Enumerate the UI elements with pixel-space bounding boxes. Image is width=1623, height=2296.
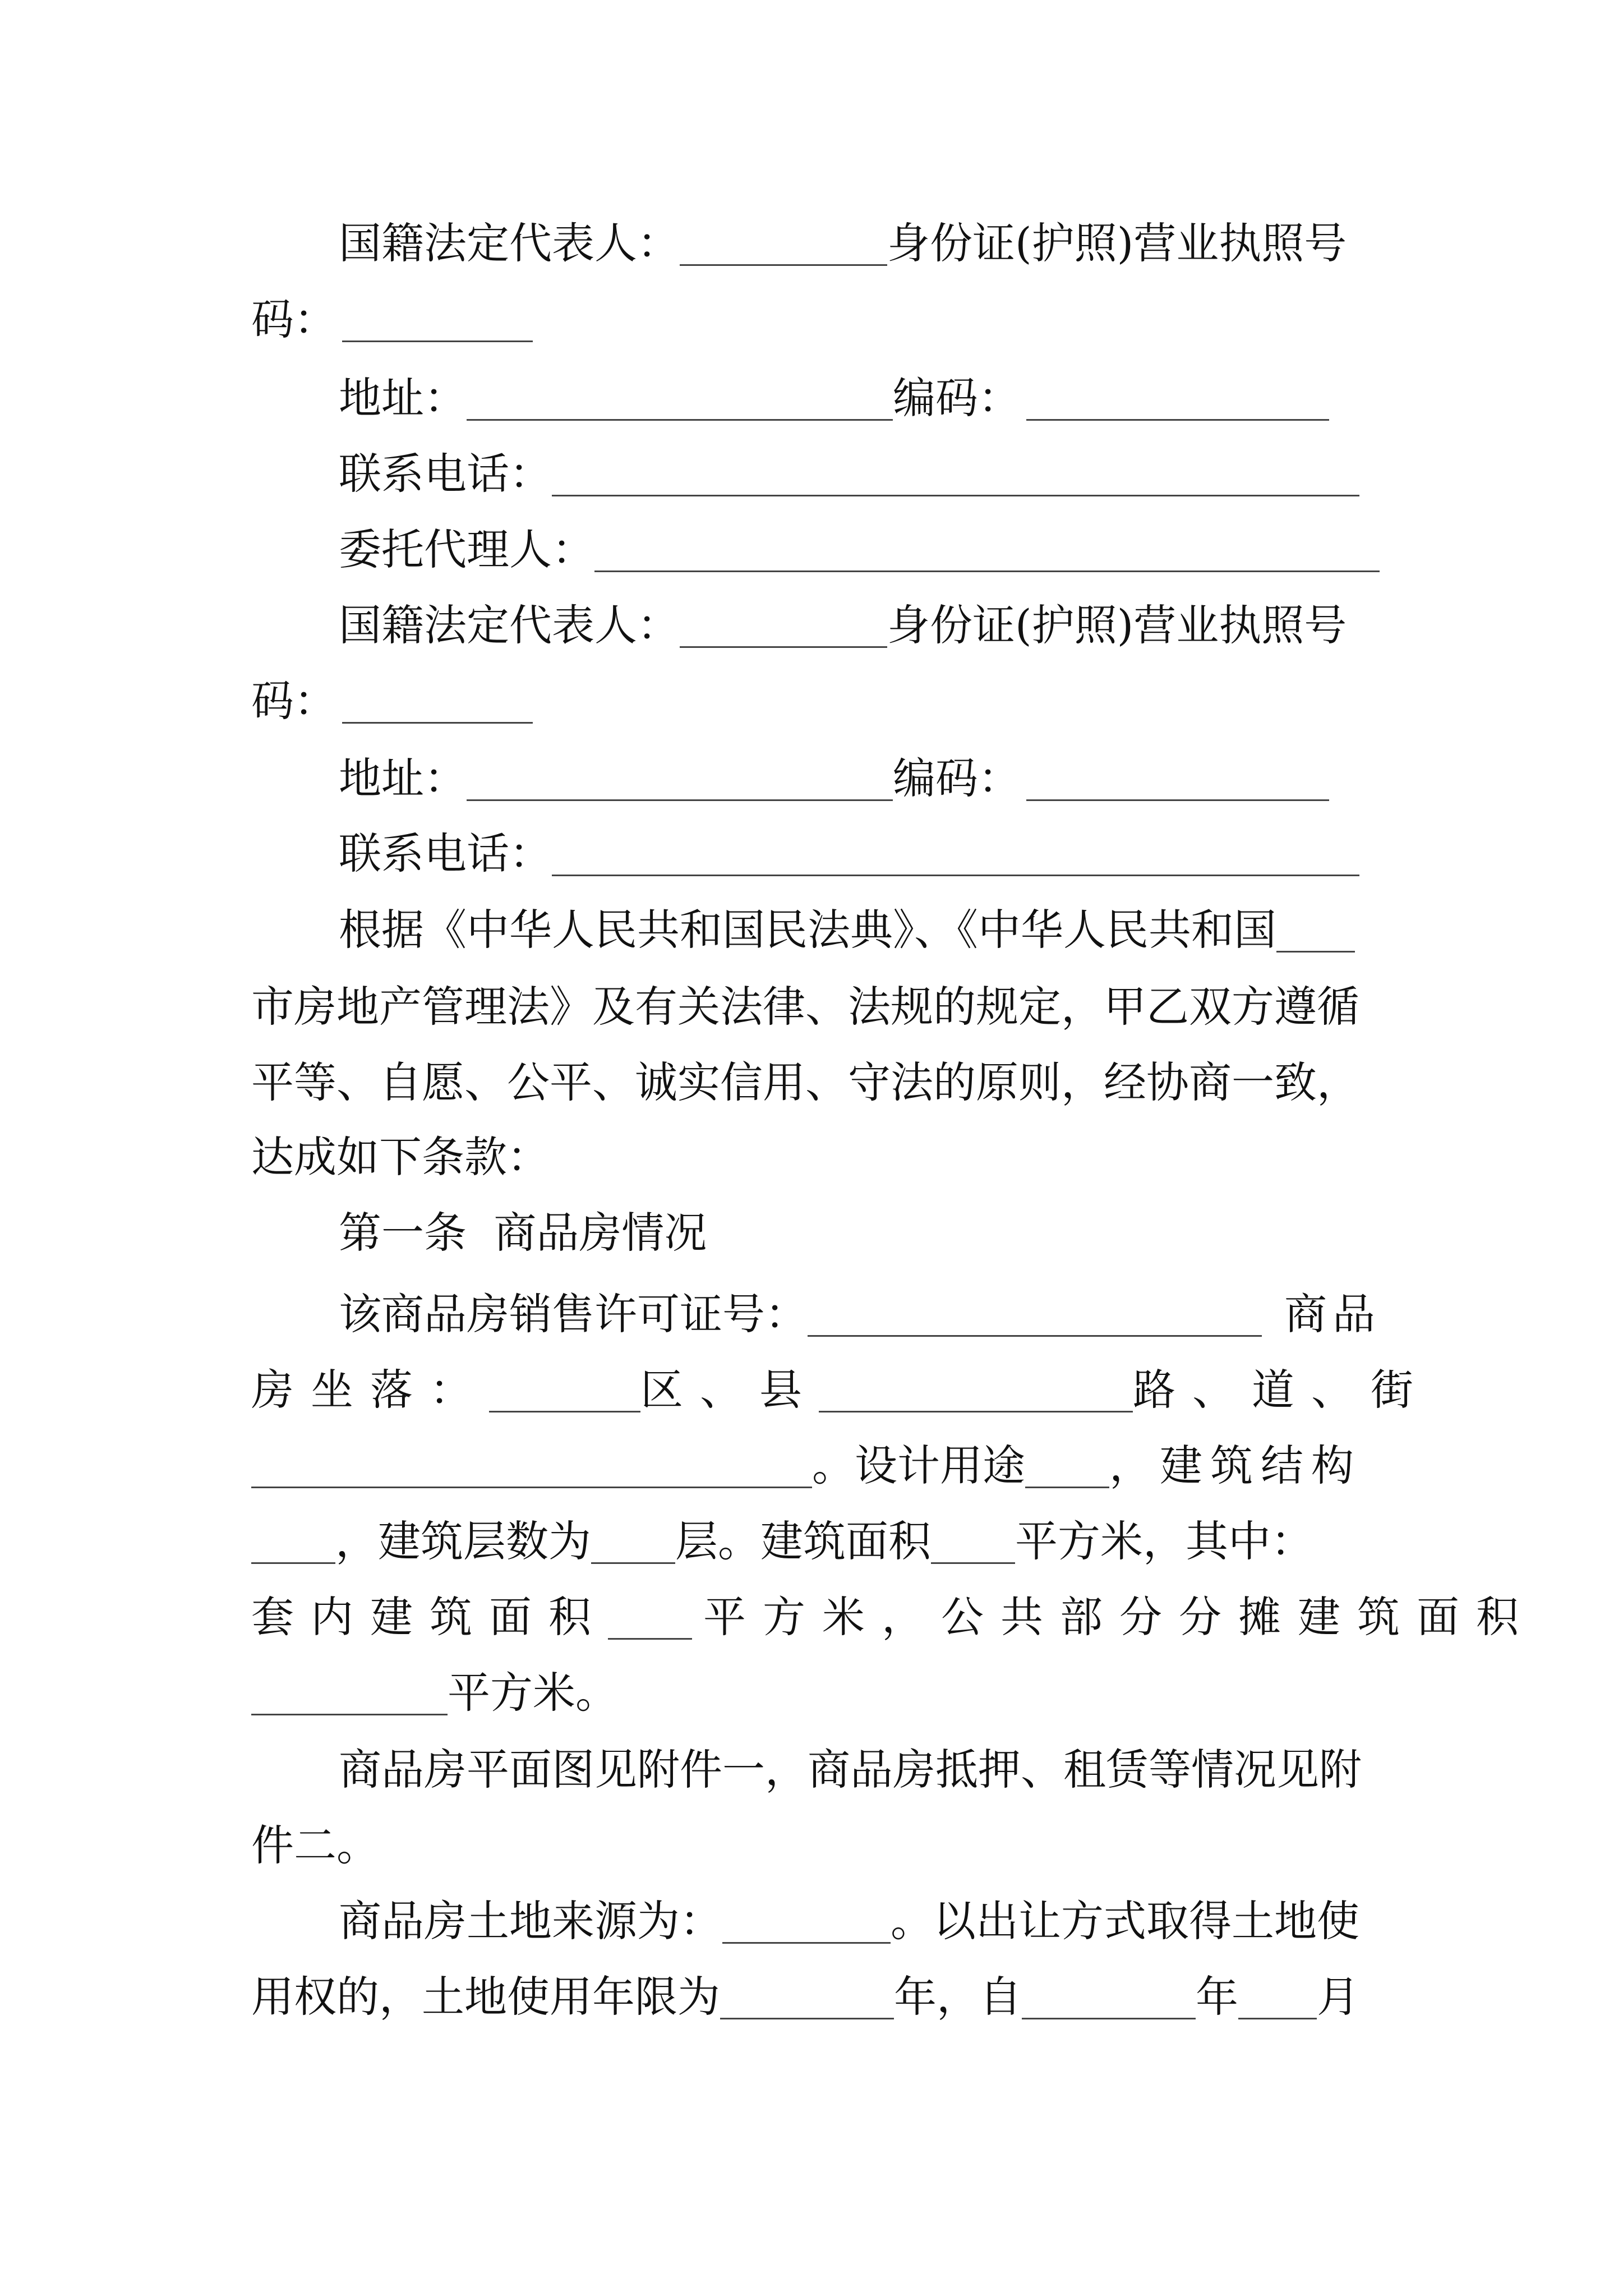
line-address-2	[339, 745, 1395, 812]
line-inner-area	[251, 1584, 1536, 1651]
line-land-term	[251, 1963, 1395, 2031]
blank-sales-permit[interactable]	[808, 1269, 1262, 1337]
article-1-heading	[339, 1199, 1395, 1267]
article-1-title: 第一条 商品房情况	[339, 1208, 707, 1258]
label-land-term: 用权的，土地使用年限为	[251, 1972, 720, 2022]
label-commodity: 商品	[1284, 1289, 1381, 1339]
blank-structure[interactable]	[251, 1497, 335, 1564]
paragraph-basis-line-2	[251, 973, 1395, 1041]
label-floors: ，建筑层数为	[335, 1516, 591, 1566]
blank-building-area[interactable]	[931, 1497, 1015, 1564]
line-representative	[339, 210, 1395, 277]
label-address: 地址：	[339, 373, 467, 423]
label-nationality-representative: 国籍法定代表人：	[339, 218, 680, 268]
label-design-use: 。设计用途	[812, 1441, 1025, 1490]
label-code: 码：	[251, 295, 336, 344]
blank-id-number-2[interactable]	[342, 656, 533, 724]
label-code-2: 码：	[251, 676, 336, 726]
blank-road[interactable]	[819, 1345, 1133, 1412]
blank-id-number[interactable]	[342, 275, 533, 342]
line-representative-2	[339, 592, 1395, 659]
blank-land-source[interactable]	[722, 1876, 891, 1944]
blank-phone[interactable]	[552, 429, 1359, 496]
label-nationality-representative-2: 国籍法定代表人：	[339, 600, 680, 650]
blank-representative[interactable]	[680, 199, 887, 266]
attachments-text-2: 件二。	[251, 1820, 379, 1870]
label-building-area: 层。建筑面积	[675, 1516, 931, 1566]
basis-text-1: 根据《中华人民共和国民法典》、《中华人民共和国	[339, 905, 1276, 955]
label-phone-2: 联系电话：	[339, 829, 552, 878]
basis-text-4: 达成如下条款：	[251, 1132, 550, 1182]
blank-postcode[interactable]	[1026, 353, 1329, 421]
line-floors-area	[251, 1508, 1395, 1575]
blank-start-month[interactable]	[1238, 1952, 1317, 2019]
basis-text-2: 市房地产管理法》及有关法律、法规的规定，甲乙双方遵循	[251, 982, 1359, 1032]
blank-inner-area[interactable]	[608, 1572, 692, 1640]
attachments-text-1: 商品房平面图见附件一，商品房抵押、租赁等情况见附	[339, 1745, 1362, 1795]
line-attachments-2	[251, 1812, 1395, 1879]
line-phone-2	[339, 820, 1395, 887]
label-sales-permit: 该商品房销售许可证号：	[339, 1289, 808, 1339]
line-agent	[339, 516, 1395, 583]
label-shared-area: 平方米，公共部分分摊建筑面积	[703, 1592, 1536, 1642]
label-phone: 联系电话：	[339, 449, 552, 499]
line-code-2	[251, 668, 1395, 735]
label-id-license-2: 身份证(护照)营业执照号	[887, 600, 1347, 650]
blank-postcode-2[interactable]	[1026, 734, 1329, 801]
line-address	[339, 365, 1395, 432]
line-attachments-1	[339, 1736, 1395, 1803]
blank-agent[interactable]	[594, 505, 1380, 572]
line-location	[251, 1356, 1430, 1424]
blank-address-2[interactable]	[467, 734, 893, 801]
blank-city[interactable]	[1276, 885, 1355, 953]
line-shared-area	[251, 1659, 1395, 1727]
label-sqm-among: 平方米，其中：	[1015, 1516, 1313, 1566]
blank-phone-2[interactable]	[552, 809, 1359, 876]
blank-floors[interactable]	[591, 1497, 675, 1564]
label-address-2: 地址：	[339, 753, 467, 803]
label-year: 年	[1196, 1972, 1238, 2022]
label-postcode-2: 编码：	[893, 753, 1021, 803]
basis-text-3: 平等、自愿、公平、诚实信用、守法的原则，经协商一致，	[251, 1057, 1359, 1107]
blank-representative-2[interactable]	[680, 581, 887, 648]
blank-design-use[interactable]	[1025, 1421, 1109, 1488]
blank-district[interactable]	[489, 1345, 640, 1412]
blank-start-year[interactable]	[1022, 1952, 1196, 2019]
blank-address[interactable]	[467, 353, 893, 421]
label-id-license: 身份证(护照)营业执照号	[887, 218, 1347, 268]
label-inner-area: 套内建筑面积	[251, 1592, 608, 1642]
label-land-source: 商品房土地来源为：	[339, 1896, 722, 1946]
line-code	[251, 286, 1395, 353]
paragraph-basis-line-3	[251, 1049, 1395, 1116]
paragraph-basis-line-4	[251, 1124, 1395, 1191]
line-sales-permit	[339, 1281, 1395, 1348]
blank-years[interactable]	[720, 1952, 894, 2019]
line-phone	[339, 440, 1395, 508]
line-land-source	[339, 1888, 1395, 1955]
label-postcode: 编码：	[893, 373, 1021, 423]
blank-street-detail[interactable]	[251, 1421, 812, 1488]
label-grant: 。以出让方式取得土地使	[891, 1896, 1359, 1946]
label-year-from: 年，自	[894, 1972, 1022, 2022]
label-road-street: 路、道、街	[1133, 1365, 1430, 1415]
label-location: 房坐落：	[251, 1365, 489, 1415]
line-design-use	[251, 1432, 1395, 1499]
blank-shared-area[interactable]	[251, 1648, 448, 1715]
label-agent: 委托代理人：	[339, 524, 594, 574]
label-sqm: 平方米。	[448, 1668, 618, 1718]
label-month: 月	[1317, 1972, 1359, 2022]
label-structure: ，建筑结构	[1109, 1441, 1362, 1490]
label-district-county: 区、县	[640, 1365, 819, 1415]
paragraph-basis-line-1	[339, 896, 1395, 964]
